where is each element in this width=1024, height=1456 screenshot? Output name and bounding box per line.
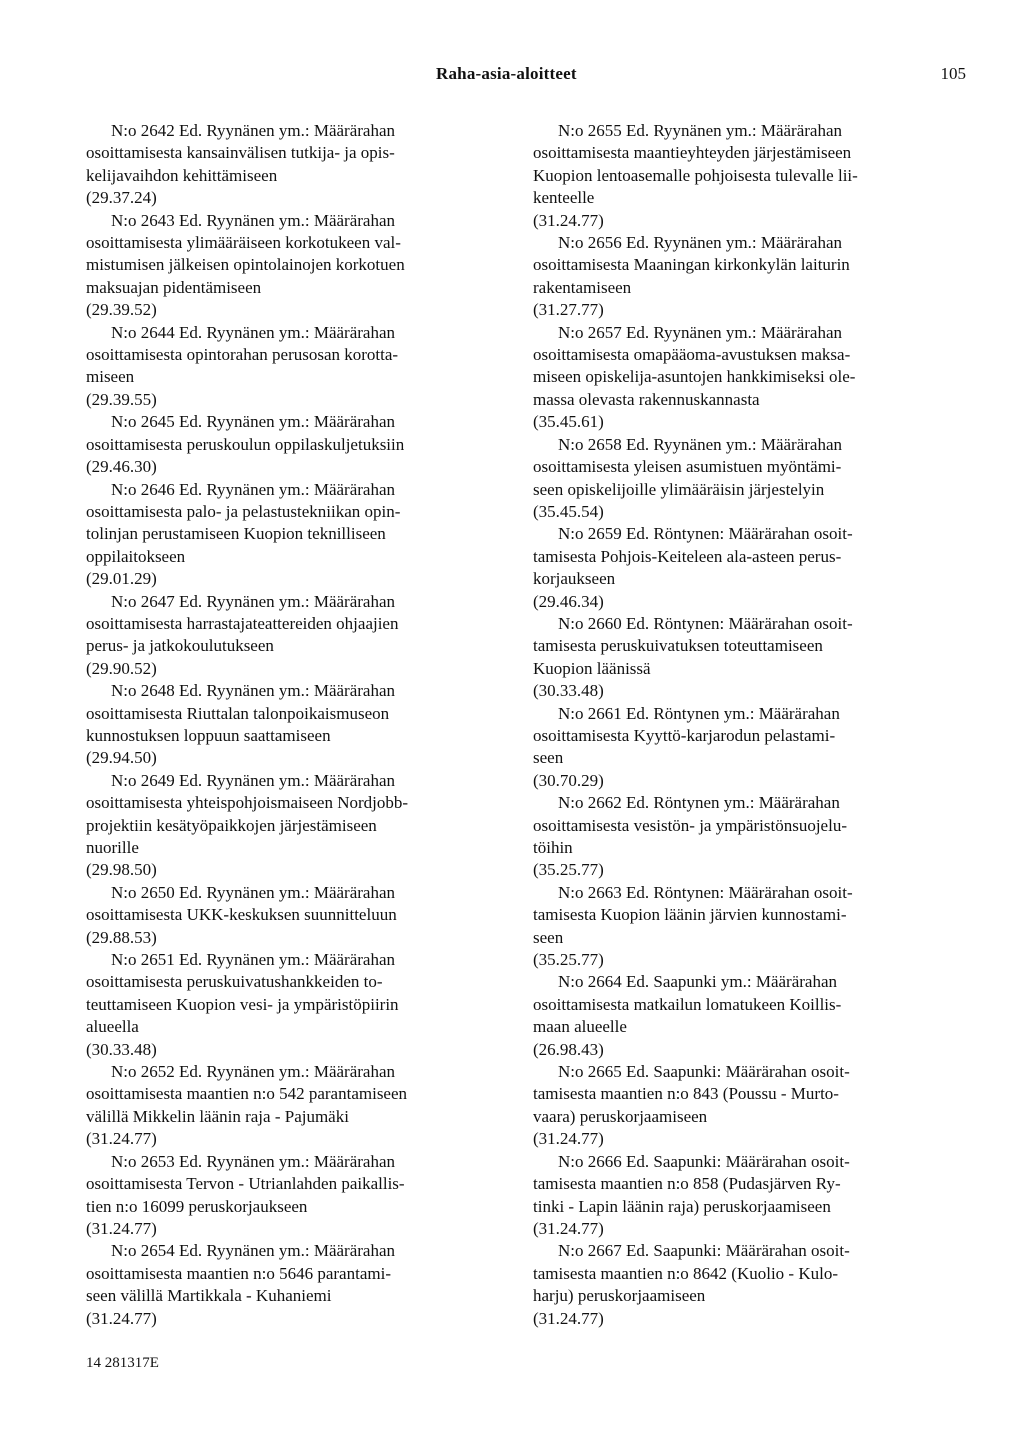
motion-entry	[86, 770, 506, 882]
motion-text: N:o 2654 Ed. Ryynänen ym.: Määrärahan osoittamisesta maantien n:o 5646 parantami- seen välillä Martikkala - Kuhaniemi	[86, 1241, 395, 1306]
budget-code: (29.46.30)	[86, 457, 157, 477]
motion-text: N:o 2665 Ed. Saapunki: Määrärahan osoit- tamisesta maantien n:o 843 (Poussu - Murto- vaara) peruskorjaamiseen	[533, 1062, 850, 1126]
motion-text: N:o 2653 Ed. Ryynänen ym.: Määrärahan osoittamisesta Tervon - Utrianlahden paikallis- tien n:o 16099 peruskorjaukseen	[86, 1151, 405, 1216]
motion-text: N:o 2660 Ed. Röntynen: Määrärahan osoit- tamisesta peruskuivatuksen toteuttamiseen Kuopion läänissä	[533, 613, 853, 678]
budget-code: (30.33.48)	[533, 681, 604, 701]
budget-code: (31.24.77)	[533, 1308, 604, 1328]
motion-entry	[86, 882, 506, 949]
motion-entry	[533, 613, 963, 703]
budget-code: (29.01.29)	[86, 569, 157, 589]
budget-code: (30.33.48)	[86, 1039, 157, 1059]
motion-entry	[533, 882, 963, 972]
budget-code: (35.25.77)	[533, 950, 604, 970]
motion-text: N:o 2655 Ed. Ryynänen ym.: Määrärahan osoittamisesta maantieyhteyden järjestämiseen Kuopion lentoasemalle pohjoisesta tulevalle lii- kenteelle	[533, 121, 858, 208]
budget-code: (26.98.43)	[533, 1039, 604, 1059]
budget-code: (30.70.29)	[533, 770, 604, 790]
motion-text: N:o 2651 Ed. Ryynänen ym.: Määrärahan osoittamisesta peruskuivatushankkeiden to- teuttamiseen Kuopion vesi- ja ympäristöpiirin alueella	[86, 950, 399, 1037]
motion-entry	[533, 322, 963, 434]
budget-code: (29.39.52)	[86, 300, 157, 320]
motion-text: N:o 2648 Ed. Ryynänen ym.: Määrärahan osoittamisesta Riuttalan talonpoikaismuseon kunnostuksen loppuun saattamiseen	[86, 681, 395, 745]
motion-text: N:o 2652 Ed. Ryynänen ym.: Määrärahan osoittamisesta maantien n:o 542 parantamiseen välillä Mikkelin läänin raja - Pajumäki	[86, 1062, 408, 1126]
budget-code: (31.24.77)	[533, 1218, 604, 1238]
print-code: 14 281317E	[86, 1355, 159, 1371]
budget-code: (29.88.53)	[86, 927, 157, 947]
budget-code: (31.24.77)	[86, 1129, 157, 1149]
motion-entry	[533, 434, 963, 524]
motion-text: N:o 2649 Ed. Ryynänen ym.: Määrärahan osoittamisesta yhteispohjoismaiseen Nordjobb- projektiin kesätyöpaikkojen järjestämiseen nuorille	[86, 770, 409, 857]
motion-entry	[86, 680, 506, 770]
motion-text: N:o 2646 Ed. Ryynänen ym.: Määrärahan osoittamisesta palo- ja pelastustekniikan opin- tolinjan perustamiseen Kuopion teknilliseen oppilaitokseen	[86, 479, 401, 566]
motion-entry	[86, 1061, 506, 1151]
budget-code: (29.46.34)	[533, 591, 604, 611]
budget-code: (29.94.50)	[86, 748, 157, 768]
budget-code: (31.24.77)	[86, 1308, 157, 1328]
budget-code: (35.25.77)	[533, 860, 604, 880]
budget-code: (31.24.77)	[533, 210, 604, 230]
motion-text: N:o 2666 Ed. Saapunki: Määrärahan osoit- tamisesta maantien n:o 858 (Pudasjärven Ry- tinki - Lapin läänin raja) peruskorjaamiseen	[533, 1151, 850, 1216]
motion-text: N:o 2644 Ed. Ryynänen ym.: Määrärahan osoittamisesta opintorahan perusosan korotta- miseen	[86, 322, 399, 387]
motion-entry	[86, 949, 506, 1061]
motion-entry	[533, 792, 963, 882]
budget-code: (31.24.77)	[86, 1218, 157, 1238]
motion-text: N:o 2667 Ed. Saapunki: Määrärahan osoit- tamisesta maantien n:o 8642 (Kuolio - Kulo- harju) peruskorjaamiseen	[533, 1241, 850, 1306]
motion-entry	[86, 411, 506, 478]
motion-entry	[86, 322, 506, 412]
motion-entry	[86, 591, 506, 681]
motion-entry	[533, 1061, 963, 1151]
motion-entry	[86, 479, 506, 591]
motion-entry	[533, 1240, 963, 1330]
motion-entry	[533, 232, 963, 322]
budget-code: (35.45.54)	[533, 501, 604, 521]
motion-entry	[533, 971, 963, 1061]
motion-entry	[86, 1240, 506, 1330]
motion-text: N:o 2656 Ed. Ryynänen ym.: Määrärahan osoittamisesta Maaningan kirkonkylän laiturin rakentamiseen	[533, 233, 850, 297]
budget-code: (35.45.61)	[533, 412, 604, 432]
left-column	[86, 120, 506, 1330]
motion-text: N:o 2658 Ed. Ryynänen ym.: Määrärahan osoittamisesta yleisen asumistuen myöntämi- seen opiskelijoille ylimääräisin järjestelyin	[533, 434, 842, 499]
motion-text: N:o 2647 Ed. Ryynänen ym.: Määrärahan osoittamisesta harrastajateattereiden ohjaajien perus- ja jatkokoulutukseen	[86, 591, 399, 656]
motion-entry	[533, 1151, 963, 1241]
motion-entry	[86, 1151, 506, 1241]
page-number: 105	[940, 64, 966, 83]
motion-text: N:o 2643 Ed. Ryynänen ym.: Määrärahan osoittamisesta ylimääräiseen korkotukeen val- mistumisen jälkeisen opintolainojen korkotuen maksuajan pidentämiseen	[86, 210, 405, 297]
motion-text: N:o 2659 Ed. Röntynen: Määrärahan osoit- tamisesta Pohjois-Keiteleen ala-asteen perus- korjaukseen	[533, 524, 853, 589]
motion-text: N:o 2664 Ed. Saapunki ym.: Määrärahan osoittamisesta matkailun lomatukeen Koillis- maan alueelle	[533, 972, 842, 1037]
motion-text: N:o 2657 Ed. Ryynänen ym.: Määrärahan osoittamisesta omapääoma-avustuksen maksa- miseen opiskelija-asuntojen hankkimiseksi ole- massa olevasta rakennuskannasta	[533, 322, 856, 409]
motion-entry	[533, 523, 963, 613]
motion-entry	[86, 120, 506, 210]
running-title: Raha-asia-aloitteet	[436, 64, 577, 83]
budget-code: (29.37.24)	[86, 188, 157, 208]
motion-entry	[533, 703, 963, 793]
budget-code: (31.24.77)	[533, 1129, 604, 1149]
motion-text: N:o 2642 Ed. Ryynänen ym.: Määrärahan osoittamisesta kansainvälisen tutkija- ja opis- kelijavaihdon kehittämiseen	[86, 121, 395, 185]
motion-text: N:o 2663 Ed. Röntynen: Määrärahan osoit- tamisesta Kuopion läänin järvien kunnostami- seen	[533, 882, 853, 947]
budget-code: (29.39.55)	[86, 389, 157, 409]
motion-text: N:o 2662 Ed. Röntynen ym.: Määrärahan osoittamisesta vesistön- ja ympäristönsuojelu- töihin	[533, 793, 847, 857]
motion-entry	[533, 120, 963, 232]
motion-text: N:o 2645 Ed. Ryynänen ym.: Määrärahan osoittamisesta peruskoulun oppilaskuljetuksiin	[86, 412, 405, 454]
motion-entry	[86, 210, 506, 322]
right-column	[533, 120, 963, 1330]
budget-code: (29.98.50)	[86, 860, 157, 880]
motion-text: N:o 2650 Ed. Ryynänen ym.: Määrärahan osoittamisesta UKK-keskuksen suunnitteluun	[86, 882, 397, 925]
motion-text: N:o 2661 Ed. Röntynen ym.: Määrärahan osoittamisesta Kyyttö-karjarodun pelastami- seen	[533, 703, 840, 768]
budget-code: (29.90.52)	[86, 658, 157, 678]
budget-code: (31.27.77)	[533, 300, 604, 320]
page-header	[0, 64, 1024, 88]
